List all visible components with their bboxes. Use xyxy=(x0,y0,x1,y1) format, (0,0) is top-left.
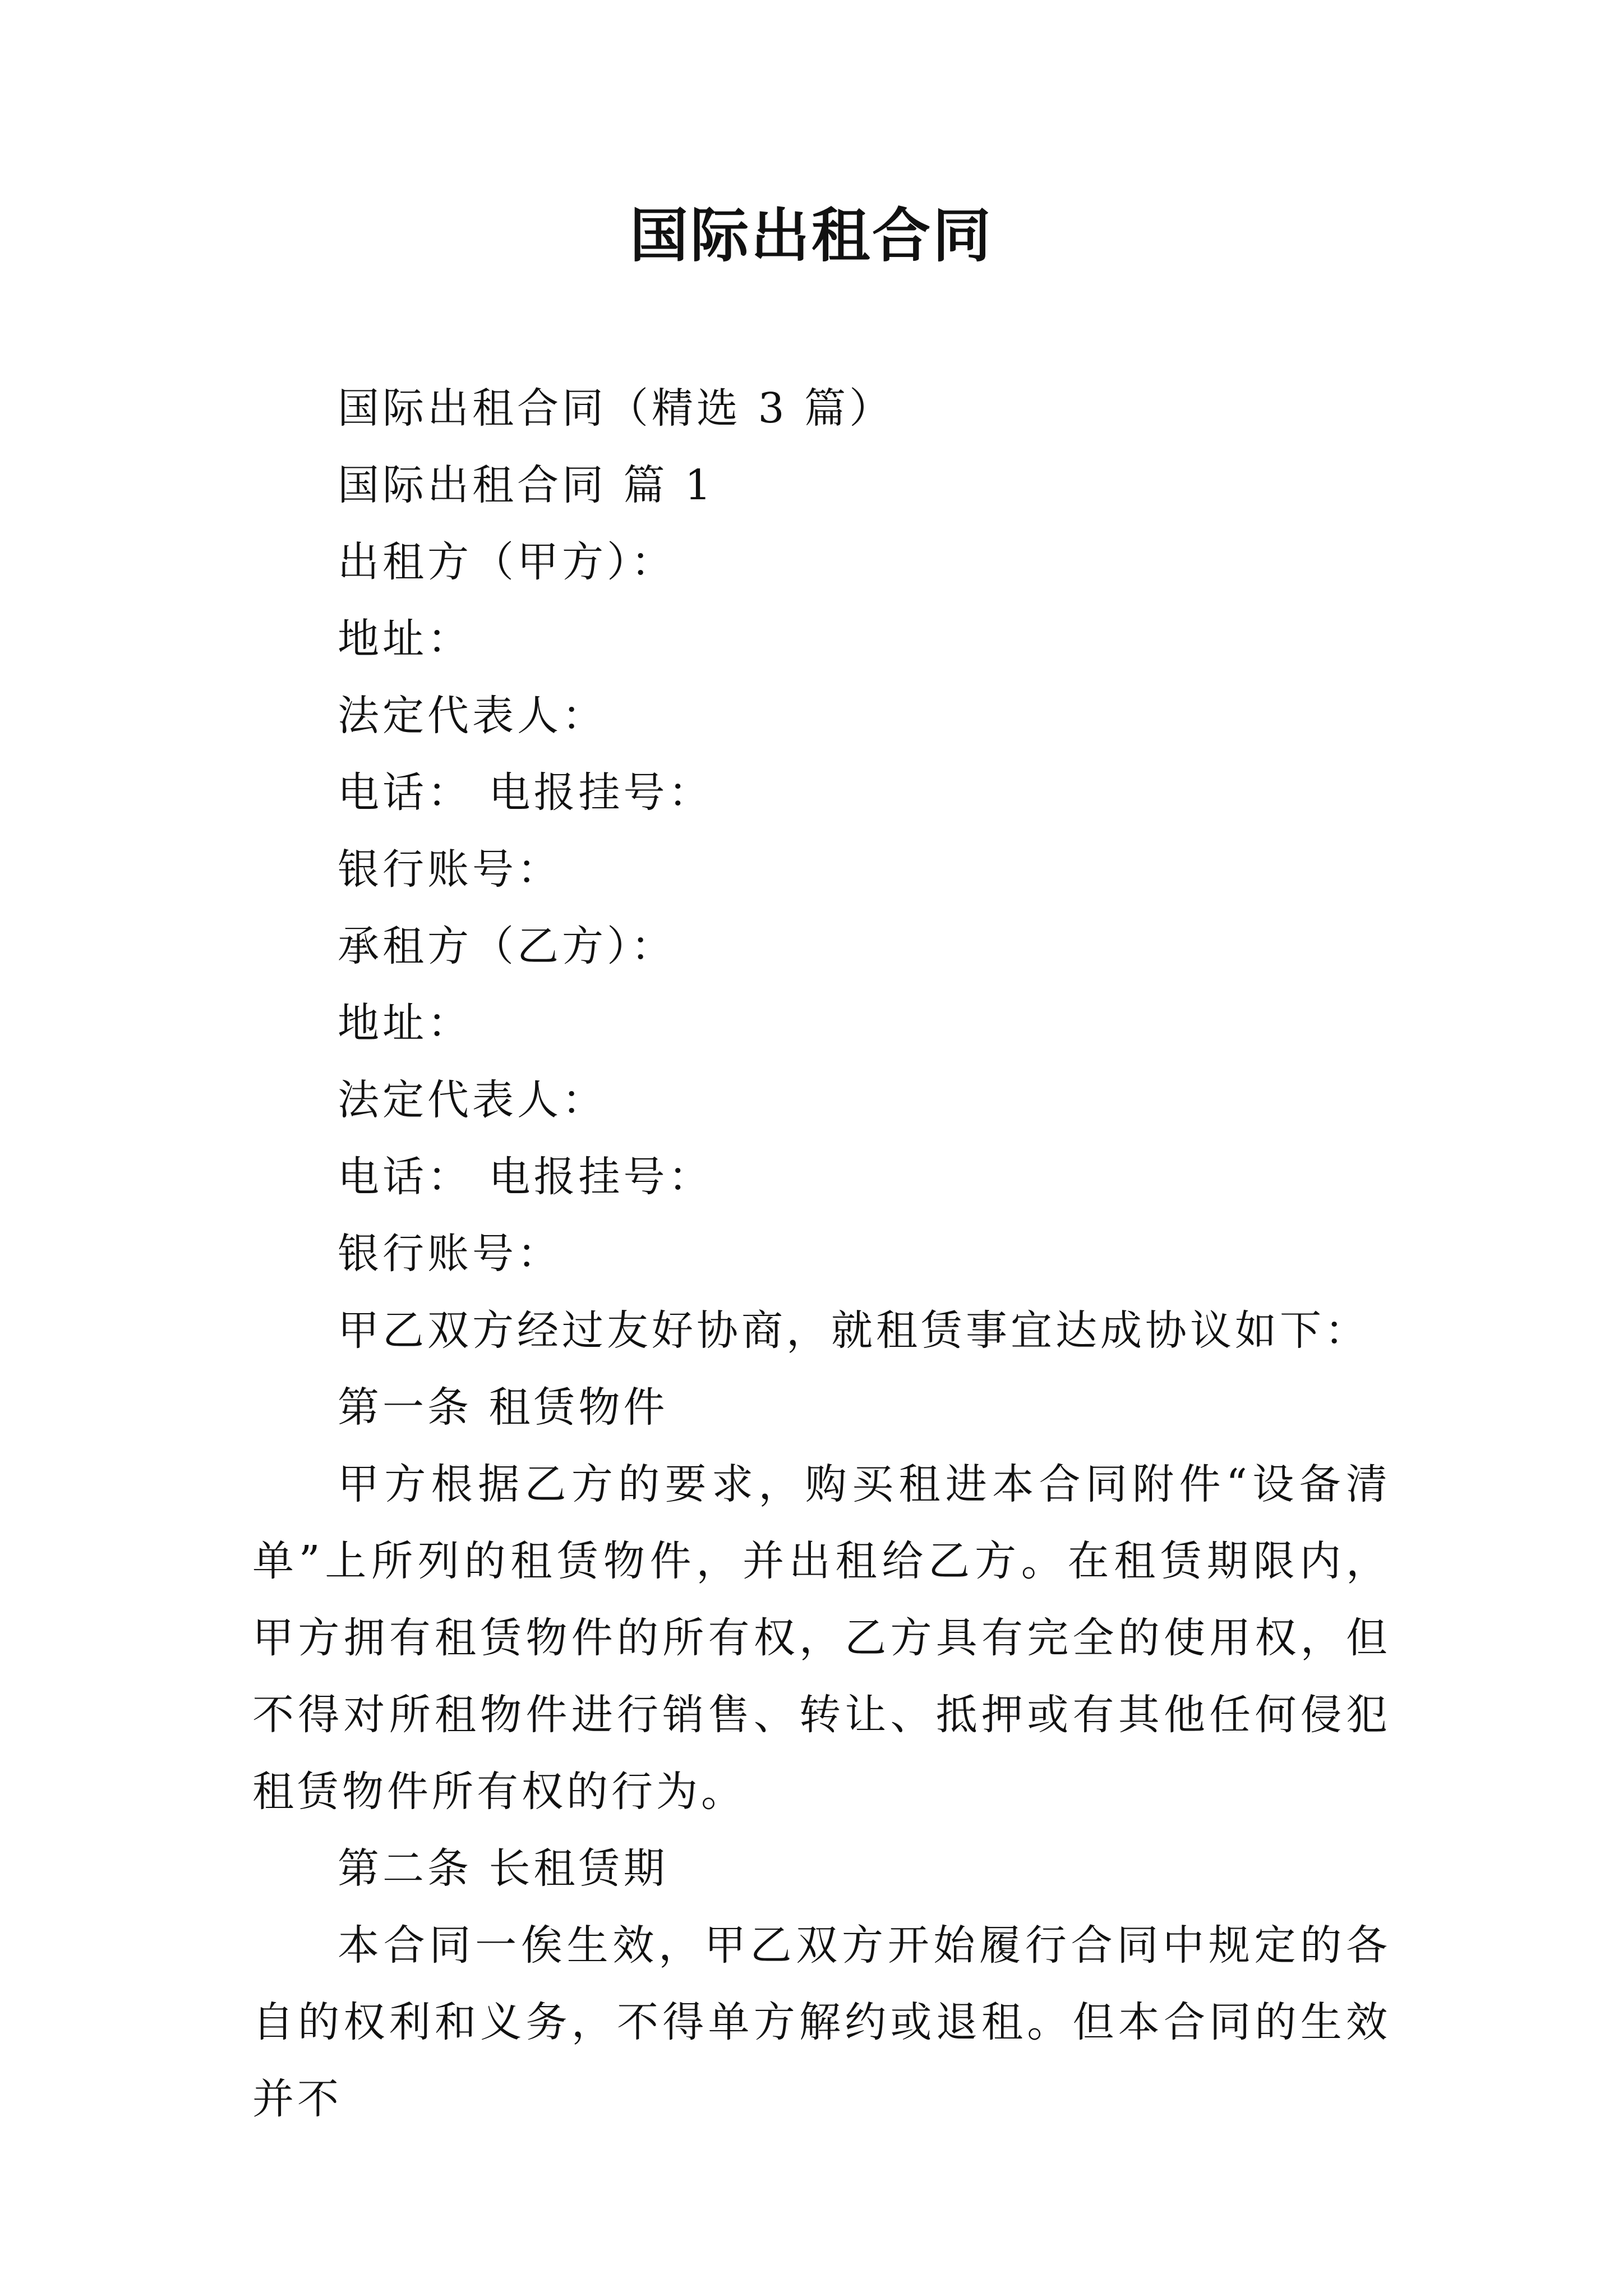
lessor-address-label: 地址： xyxy=(338,615,472,663)
agreement-intro: 甲乙双方经过友好协商，就租赁事宜达成协议如下： xyxy=(338,1306,1370,1355)
lessor-phone-label: 电话： 电报挂号： xyxy=(338,769,713,817)
document-body xyxy=(252,370,1391,2138)
lessee-bank-account-label: 银行账号： xyxy=(338,1230,562,1278)
lessee-label: 承租方（乙方）： xyxy=(338,922,676,970)
lessor-representative-label: 法定代表人： xyxy=(338,692,607,740)
document-title: 国际出租合同 xyxy=(629,201,993,270)
lessor-bank-account-label: 银行账号： xyxy=(338,845,562,894)
lessor-label: 出租方（甲方）： xyxy=(338,538,676,586)
article-2-paragraph: 本合同一俟生效，甲乙双方开始履行合同中规定的各自的权利和义务，不得单方解约或退租。但本合同的生效并不 xyxy=(252,1921,1391,2123)
lessee-phone-label: 电话： 电报挂号： xyxy=(338,1153,713,1201)
section-heading: 国际出租合同 篇 1 xyxy=(338,461,715,509)
lessee-address-label: 地址： xyxy=(338,999,472,1047)
article-2-heading: 第二条 长租赁期 xyxy=(338,1844,668,1893)
subtitle-line: 国际出租合同（精选 3 篇） xyxy=(338,384,895,432)
article-1-heading: 第一条 租赁物件 xyxy=(338,1383,668,1432)
lessee-representative-label: 法定代表人： xyxy=(338,1076,607,1124)
article-1-paragraph: 甲方根据乙方的要求，购买租进本合同附件“设备清单”上所列的租赁物件，并出租给乙方。在租赁期限内，甲方拥有租赁物件的所有权，乙方具有完全的使用权，但不得对所租物件进行销售、转让、抵押或有其他任何侵犯租赁物件所有权的行为。 xyxy=(252,1460,1391,1816)
